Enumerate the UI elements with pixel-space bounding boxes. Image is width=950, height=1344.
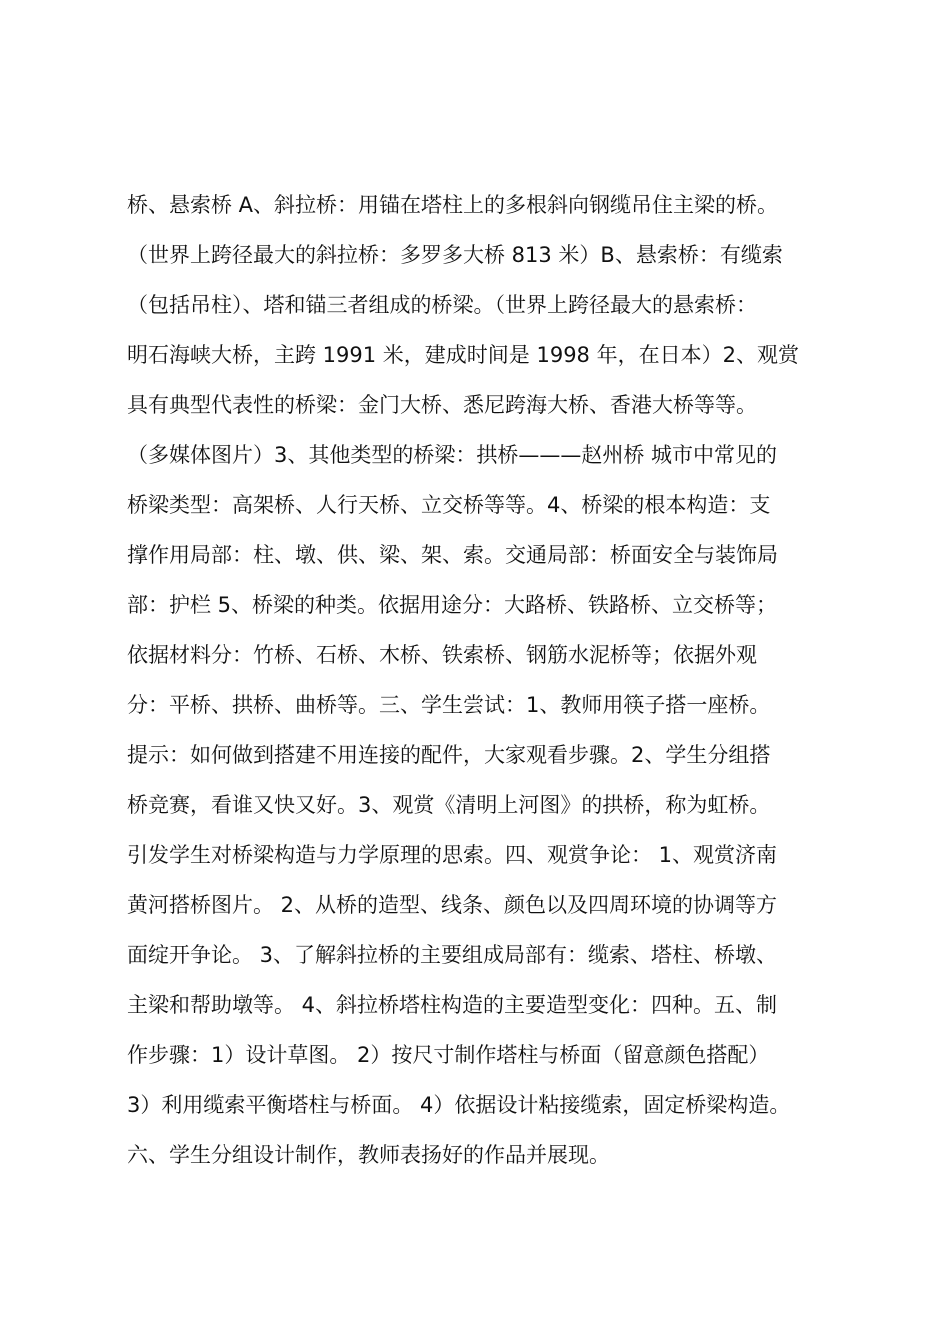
text-line-16: 面绽开争论。 3、了解斜拉桥的主要组成局部有：缆索、塔柱、桥墩、 [127,943,778,967]
text-line-13: 桥竞赛，看谁又快又好。3、观赏《清明上河图》的拱桥，称为虹桥。 [127,793,771,817]
text-line-10: 依据材料分：竹桥、石桥、木桥、铁索桥、钢筋水泥桥等；依据外观 [127,643,757,667]
text-line-14: 引发学生对桥梁构造与力学原理的思索。四、观赏争论： 1、观赏济南 [127,843,778,867]
text-line-1: 桥、悬索桥 A、斜拉桥：用锚在塔柱上的多根斜向钢缆吊住主梁的桥。 [127,193,779,217]
text-line-15: 黄河搭桥图片。 2、从桥的造型、线条、颜色以及四周环境的协调等方 [127,893,778,917]
text-line-9: 部：护栏 5、桥梁的种类。依据用途分：大路桥、铁路桥、立交桥等； [127,593,778,617]
text-line-19: 3）利用缆索平衡塔柱与桥面。 4）依据设计粘接缆索，固定桥梁构造。 [127,1093,791,1117]
text-line-6: （多媒体图片）3、其他类型的桥梁：拱桥———赵州桥 城市中常见的 [127,443,778,467]
text-line-17: 主梁和帮助墩等。 4、斜拉桥塔柱构造的主要造型变化：四种。五、制 [127,993,778,1017]
text-line-18: 作步骤：1）设计草图。 2）按尺寸制作塔柱与桥面（留意颜色搭配） [127,1043,770,1067]
text-line-5: 具有典型代表性的桥梁：金门大桥、悉尼跨海大桥、香港大桥等等。 [127,393,757,417]
body-text [127,180,837,1180]
text-line-4: 明石海峡大桥，主跨 1991 米，建成时间是 1998 年，在日本）2、观赏 [127,343,799,367]
text-line-8: 撑作用局部：柱、墩、供、梁、架、索。交通局部：桥面安全与装饰局 [127,543,778,567]
text-line-12: 提示：如何做到搭建不用连接的配件，大家观看步骤。2、学生分组搭 [127,743,771,767]
text-line-3: （包括吊柱）、塔和锚三者组成的桥梁。（世界上跨径最大的悬索桥： [127,293,757,317]
text-line-7: 桥梁类型：高架桥、人行天桥、立交桥等等。4、桥梁的根本构造：支 [127,493,771,517]
text-line-2: （世界上跨径最大的斜拉桥：多罗多大桥 813 米）B、悬索桥：有缆索 [127,243,783,267]
text-line-20: 六、学生分组设计制作，教师表扬好的作品并展现。 [127,1143,610,1167]
text-line-11: 分：平桥、拱桥、曲桥等。三、学生尝试：1、教师用筷子搭一座桥。 [127,693,771,717]
